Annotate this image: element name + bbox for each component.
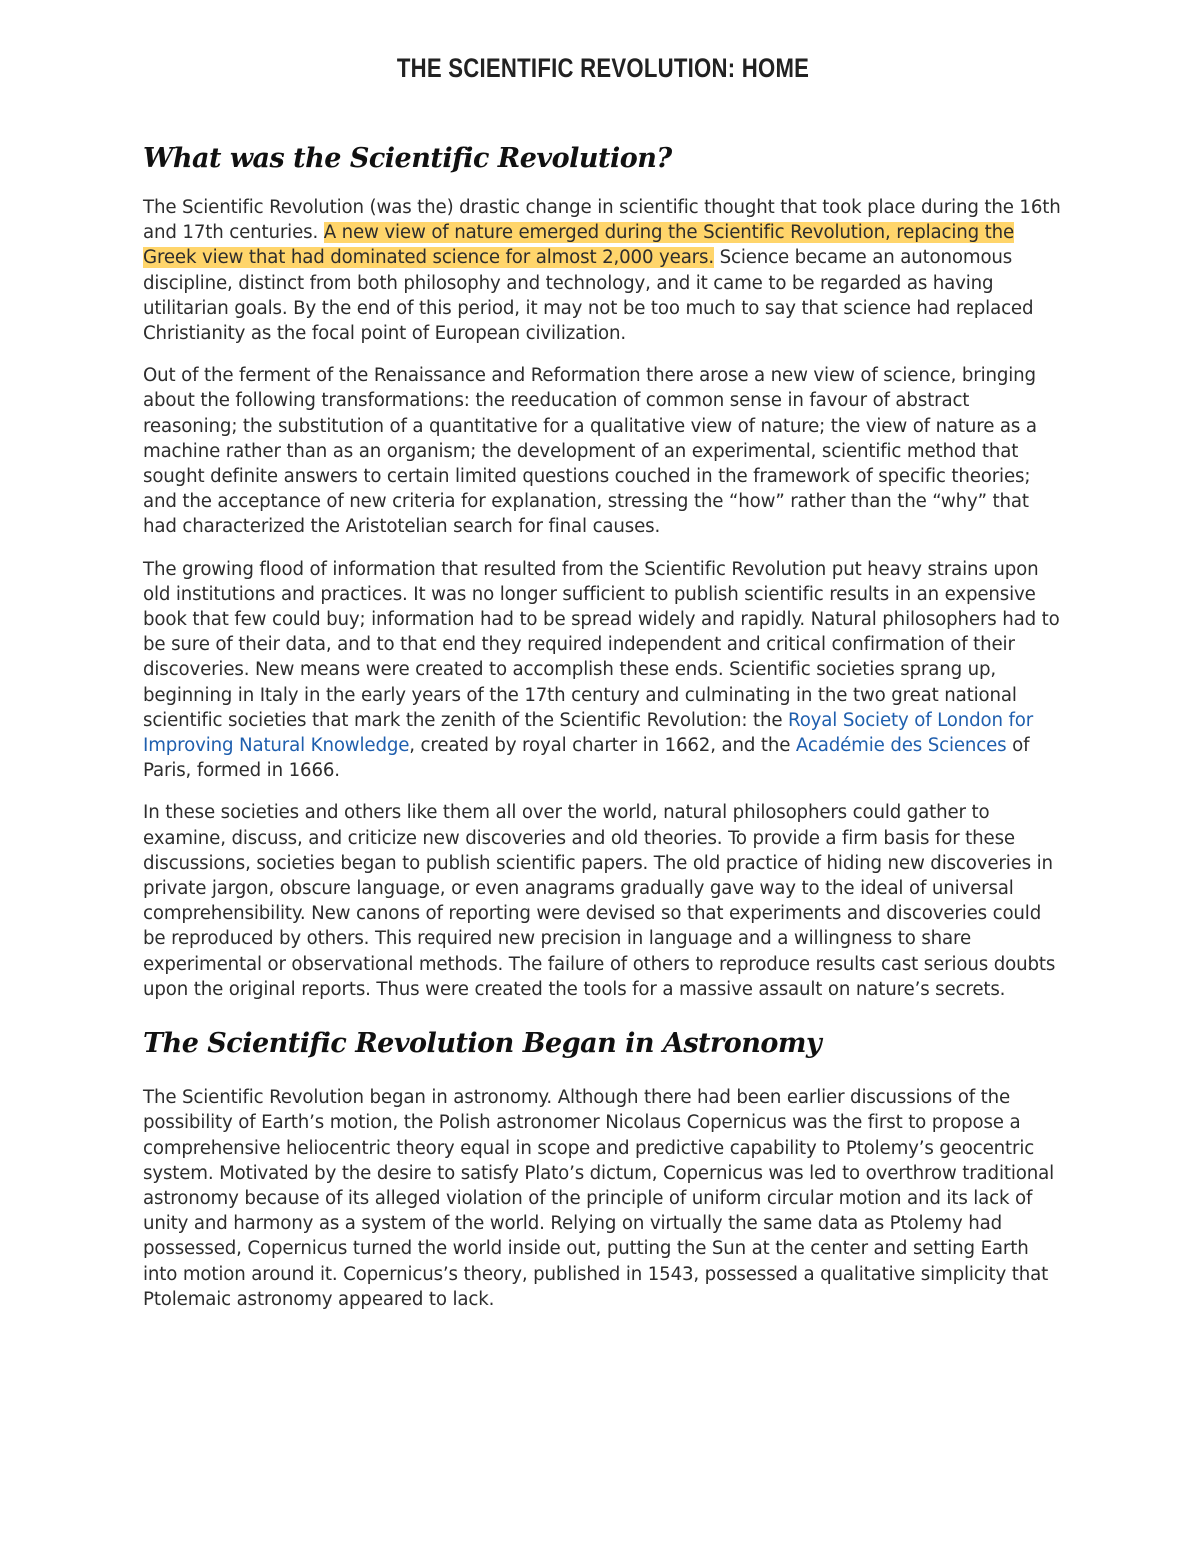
paragraph-transformations: Out of the ferment of the Renaissance and Reformation there arose a new view of science, bringing about the following transformations: the reeducation of common sense in favour of abstract reasoning; the substitution of a quantitative for a qualitative view of nature; the view of nature as a machine rather than as an organism; the development of an experimental, scientific method that sought definite answers to certain limited questions couched in the framework of specific theories; and the acceptance of new criteria for explanation, stressing the “how” rather than the “why” that had characterized the Aristotelian search for final causes.: [143, 365, 1037, 538]
paragraph-intro: [143, 195, 1063, 346]
highlighted-text: A new view of nature emerged during the Scientific Revolution, replacing the Greek view that had dominated science for almost 2,000 years.: [143, 222, 1015, 269]
paragraph-text: , created by royal charter in 1662, and the: [409, 735, 796, 757]
paragraph-copernicus: The Scientific Revolution began in astronomy. Although there had been earlier discussions of the possibility of Earth’s motion, the Polish astronomer Nicolaus Copernicus was the first to propose a comprehensive heliocentric theory equal in scope and predictive capability to Ptolemy’s geocentric system. Motivated by the desire to satisfy Plato’s dictum, Copernicus was led to overthrow traditional astronomy because of its alleged violation of the principle of uniform circular motion and its lack of unity and harmony as a system of the world. Relying on virtually the same data as Ptolemy had possessed, Copernicus turned the world inside out, putting the Sun at the center and setting Earth into motion around it. Copernicus’s theory, published in 1543, possessed a qualitative simplicity that Ptolemaic astronomy appeared to lack.: [143, 1087, 1054, 1310]
section-astronomy: [143, 1019, 1063, 1312]
royal-society-link[interactable]: Royal Society of London for Improving Natural Knowledge: [143, 709, 1034, 757]
document-page: [143, 48, 1063, 1329]
paragraph-text: The Scientific Revolution (was the) drastic change in scientific thought that took place during the 16th and 17th centuries.: [143, 197, 1061, 244]
paragraph-text: Science became an autonomous discipline, distinct from both philosophy and technology, and it came to be regarded as having utilitarian goals. By the end of this period, it may not be too much to say that science had replaced Christianity as the focal point of European civilization.: [143, 247, 1034, 345]
paragraph-text: of Paris, formed in 1666.: [143, 735, 1030, 782]
paragraph-text: The growing flood of information that resulted from the Scientific Revolution put heavy strains upon old institutions and practices. It was no longer sufficient to publish scientific results in an expensive book that few could buy; information had to be spread widely and rapidly. Natural philosophers had to be sure of their data, and to that end they required independent and critical confirmation of their discoveries. New means were created to accomplish these ends. Scientific societies sprang up, beginning in Italy in the early years of the 17th century and culminating in the two great national scientific societies that mark the zenith of the Scientific Revolution: the: [143, 558, 1060, 731]
section-heading: The Scientific Revolution Began in Astronomy: [143, 1028, 822, 1060]
document-title: THE SCIENTIFIC REVOLUTION: HOME: [396, 53, 810, 83]
section-heading: What was the Scientific Revolution?: [143, 143, 672, 174]
academie-des-sciences-link[interactable]: Académie des Sciences: [795, 735, 1007, 757]
paragraph-publishing: In these societies and others like them all over the world, natural philosophers could gather to examine, discuss, and criticize new discoveries and old theories. To provide a firm basis for these discussions, societies began to publish scientific papers. The old practice of hiding new discoveries in private jargon, obscure language, or even anagrams gradually gave way to the ideal of universal comprehensibility. New canons of reporting were devised so that experiments and discoveries could be reproduced by others. This required new precision in language and a willingness to share experimental or observational methods. The failure of others to reproduce results cast serious doubts upon the original reports. Thus were created the tools for a massive assault on nature’s secrets.: [143, 802, 1056, 1000]
section-what-was: [143, 139, 1063, 1002]
paragraph-societies: [143, 557, 1063, 784]
